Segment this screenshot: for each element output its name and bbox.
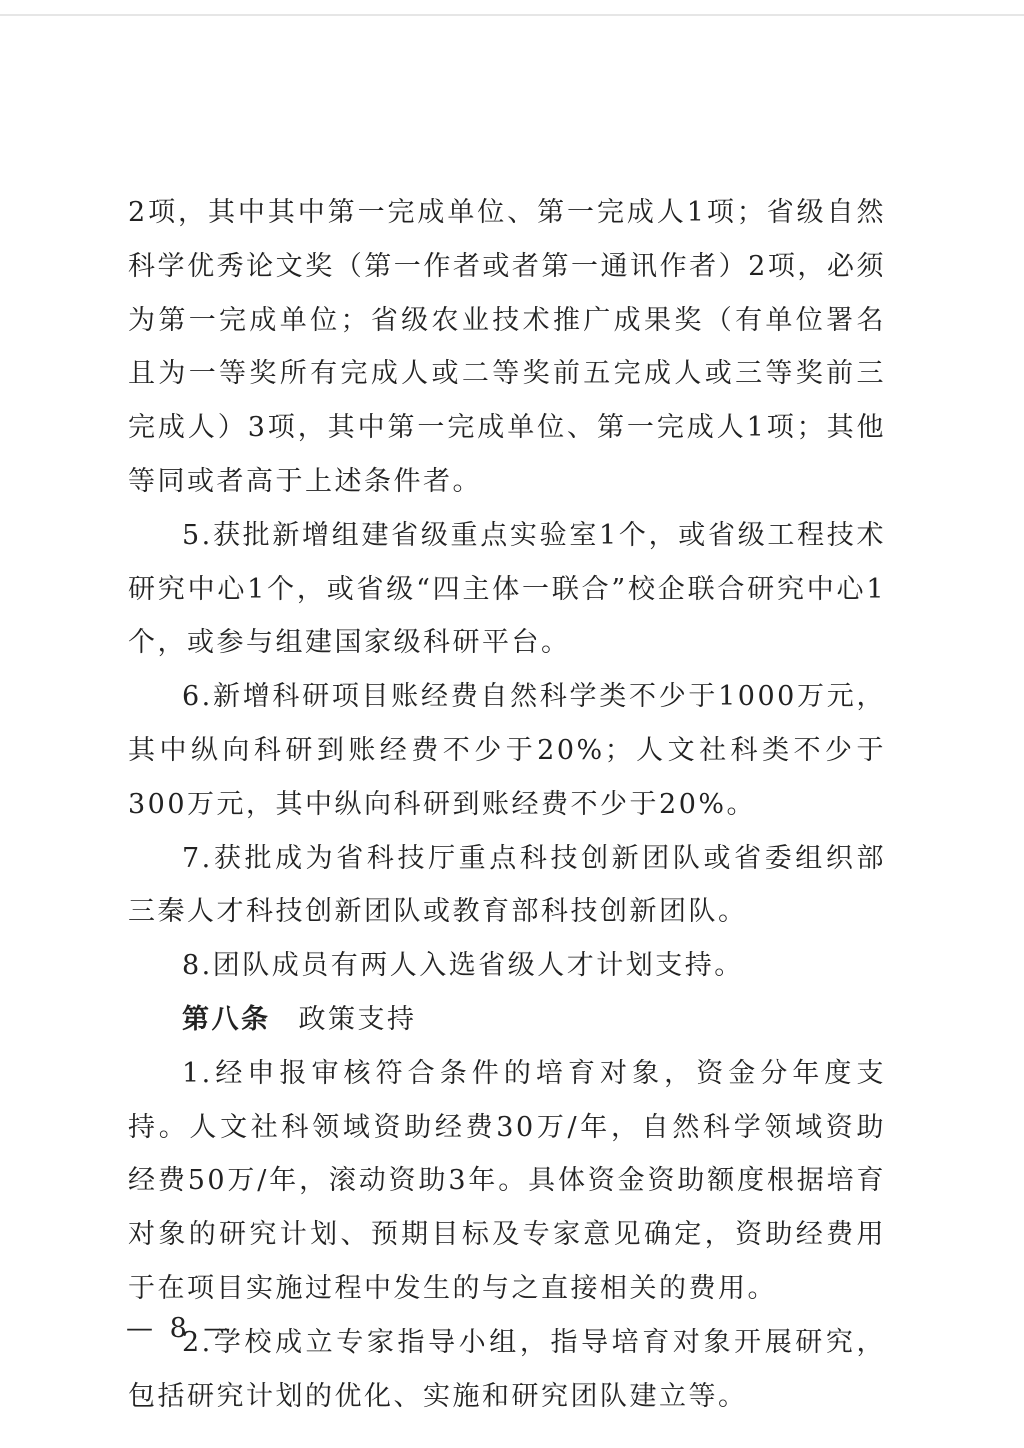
article-paragraph-1: 1.经申报审核符合条件的培育对象，资金分年度支持。人文社科领域资助经费30万/年，自然科学领域资助经费50万/年，滚动资助3年。具体资金资助额度根据培育对象的研究计划、预期目标及专家意见确定，资助经费用于在项目实施过程中发生的与之直接相关的费用。 [128,1057,886,1304]
document-body [128,186,886,1423]
paragraph-continued: 2项，其中其中第一完成单位、第一完成人1项；省级自然科学优秀论文奖（第一作者或者第一通讯作者）2项，必须为第一完成单位；省级农业技术推广成果奖（有单位署名且为一等奖所有完成人或二等奖前五完成人或三等奖前三完成人）3项，其中第一完成单位、第一完成人1项；其他等同或者高于上述条件者。 [128,197,886,497]
article-heading [128,993,886,1047]
paragraph-item-5: 5.获批新增组建省级重点实验室1个，或省级工程技术研究中心1个，或省级“四主体一联合”校企联合研究中心1个，或参与组建国家级科研平台。 [128,519,886,659]
article-paragraph-2: 2.学校成立专家指导小组，指导培育对象开展研究，包括研究计划的优化、实施和研究团队建立等。 [128,1326,886,1412]
paragraph-item-8: 8.团队成员有两人入选省级人才计划支持。 [182,950,744,982]
article-label: 第八条 [182,1003,271,1035]
paragraph-item-7: 7.获批成为省科技厅重点科技创新团队或省委组织部三秦人才科技创新团队或教育部科技创新团队。 [128,842,886,928]
page-number: — 8 — [126,1313,235,1344]
page-top-edge [0,14,1024,16]
article-title: 政策支持 [298,1003,417,1035]
paragraph-item-6: 6.新增科研项目账经费自然科学类不少于1000万元，其中纵向科研到账经费不少于20%；人文社科类不少于300万元，其中纵向科研到账经费不少于20%。 [128,681,886,820]
